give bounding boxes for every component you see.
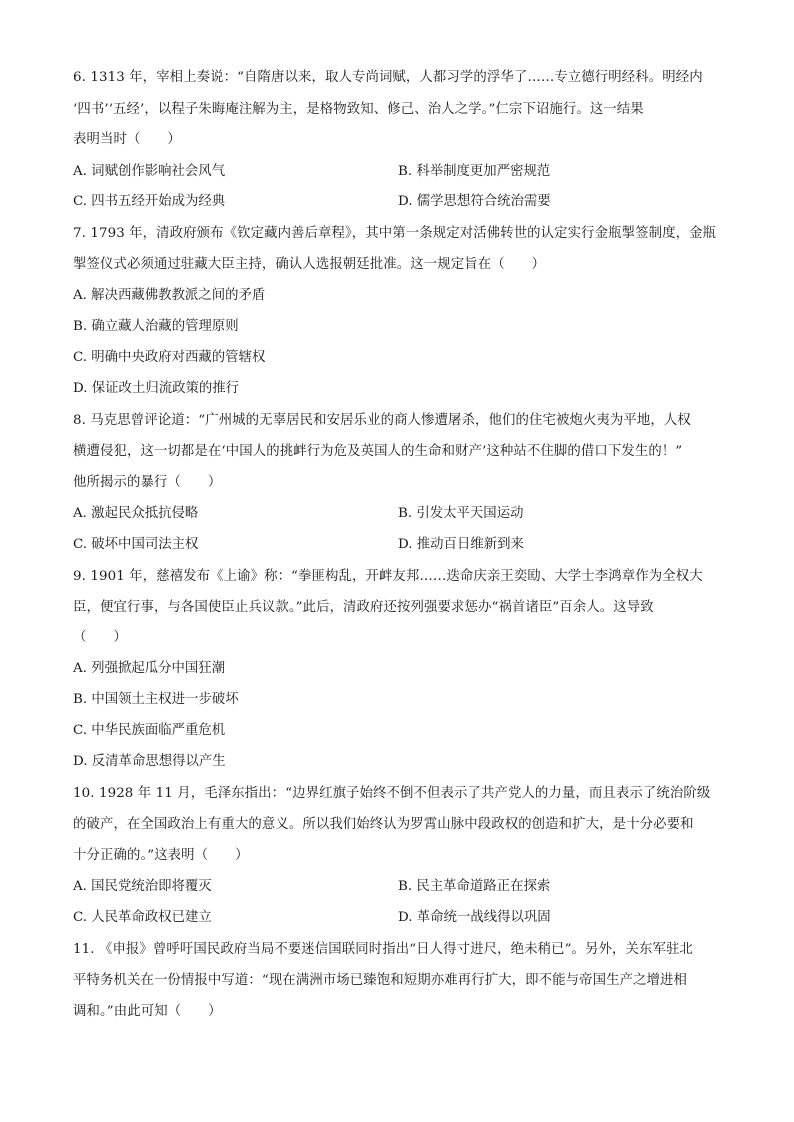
question-7-option-c: C. 明确中央政府对西藏的管辖权 — [73, 350, 266, 365]
question-9-option-d: D. 反清革命思想得以产生 — [73, 754, 226, 769]
question-10-option-d: D. 革命统一战线得以巩固 — [398, 910, 551, 925]
question-9-option-b: B. 中国领土主权进一步破坏 — [73, 692, 239, 707]
question-7-line-2: 掣签仪式必须通过驻藏大臣主持，确认人选报朝廷批准。这一规定旨在（ ） — [73, 257, 546, 272]
question-10-line-2: 的破产，在全国政治上有重大的意义。所以我们始终认为罗霄山脉中段政权的创造和扩大，是十分必要和 — [73, 817, 694, 832]
question-8-option-c: C. 破坏中国司法主权 — [73, 537, 199, 552]
question-8-line-3: 他所揭示的暴行（ ） — [73, 475, 222, 490]
question-9-line-3: （ ） — [73, 630, 127, 645]
question-8-option-d: D. 推动百日维新到来 — [398, 537, 524, 552]
question-8-line-2: 横遭侵犯，这一切都是在‘中国人的挑衅行为危及英国人的生命和财产’这种站不住脚的借口下发生的！” — [73, 444, 683, 459]
question-9-option-a: A. 列强掀起瓜分中国狂潮 — [73, 661, 226, 676]
question-6-line-3: 表明当时（ ） — [73, 132, 181, 147]
question-6-line-1: 6. 1313 年，宰相上奏说：“自隋唐以来，取人专尚词赋，人都习学的浮华了……专立德行明经科。明经内 — [73, 70, 703, 85]
question-8-option-a: A. 激起民众抵抗侵略 — [73, 506, 199, 521]
question-11-line-2: 平特务机关在一份情报中写道：“现在满洲市场已臻饱和短期亦难再行扩大，即不能与帝国生产之增进相 — [73, 973, 688, 988]
question-7-option-b: B. 确立藏人治藏的管理原则 — [73, 319, 239, 334]
question-8-line-1: 8. 马克思曾评论道：“广州城的无辜居民和安居乐业的商人惨遭屠杀，他们的住宅被炮火夷为平地，人权 — [73, 413, 691, 428]
question-10-line-1: 10. 1928 年 11 月，毛泽东指出：“边界红旗子始终不倒不但表示了共产党人的力量，而且表示了统治阶级 — [73, 786, 711, 801]
question-10-option-b: B. 民主革命道路正在探索 — [398, 879, 551, 894]
question-9-line-2: 臣，便宜行事，与各国使臣止兵议款。”此后，清政府还按列强要求惩办“祸首诸臣”百余人。这导致 — [73, 600, 654, 615]
question-9-line-1: 9. 1901 年，慈禧发布《上谕》称：“拳匪构乱，开衅友邦……迭命庆亲王奕劻、大学士李鸿章作为全权大 — [73, 569, 703, 584]
question-9-option-c: C. 中华民族面临严重危机 — [73, 723, 226, 738]
question-8-option-b: B. 引发太平天国运动 — [398, 506, 524, 521]
question-11-line-3: 调和。”由此可知（ ） — [73, 1004, 222, 1019]
question-6-line-2: ‘四书’‘五经’，以程子朱晦庵注解为主，是格物致知、修己、治人之学。”仁宗下诏施行。这一结果 — [73, 102, 644, 117]
question-10-line-3: 十分正确的。”这表明（ ） — [73, 848, 249, 863]
question-6-option-a: A. 词赋创作影响社会风气 — [73, 164, 226, 179]
question-7-line-1: 7. 1793 年，清政府颁布《钦定藏内善后章程》，其中第一条规定对活佛转世的认定实行金瓶掣签制度，金瓶 — [73, 226, 717, 241]
question-6-option-b: B. 科举制度更加严密规范 — [398, 164, 551, 179]
question-11-line-1: 11. 《申报》曾呼吁国民政府当局不要迷信国联同时指出“日人得寸进尺，绝未稍已”。另外，关东军驻北 — [73, 942, 693, 957]
question-10-option-a: A. 国民党统治即将覆灭 — [73, 879, 212, 894]
question-6-option-d: D. 儒学思想符合统治需要 — [398, 194, 551, 209]
question-6-option-c: C. 四书五经开始成为经典 — [73, 194, 226, 209]
question-7-option-a: A. 解决西藏佛教教派之间的矛盾 — [73, 288, 266, 303]
question-10-option-c: C. 人民革命政权已建立 — [73, 910, 212, 925]
question-7-option-d: D. 保证改土归流政策的推行 — [73, 381, 240, 396]
